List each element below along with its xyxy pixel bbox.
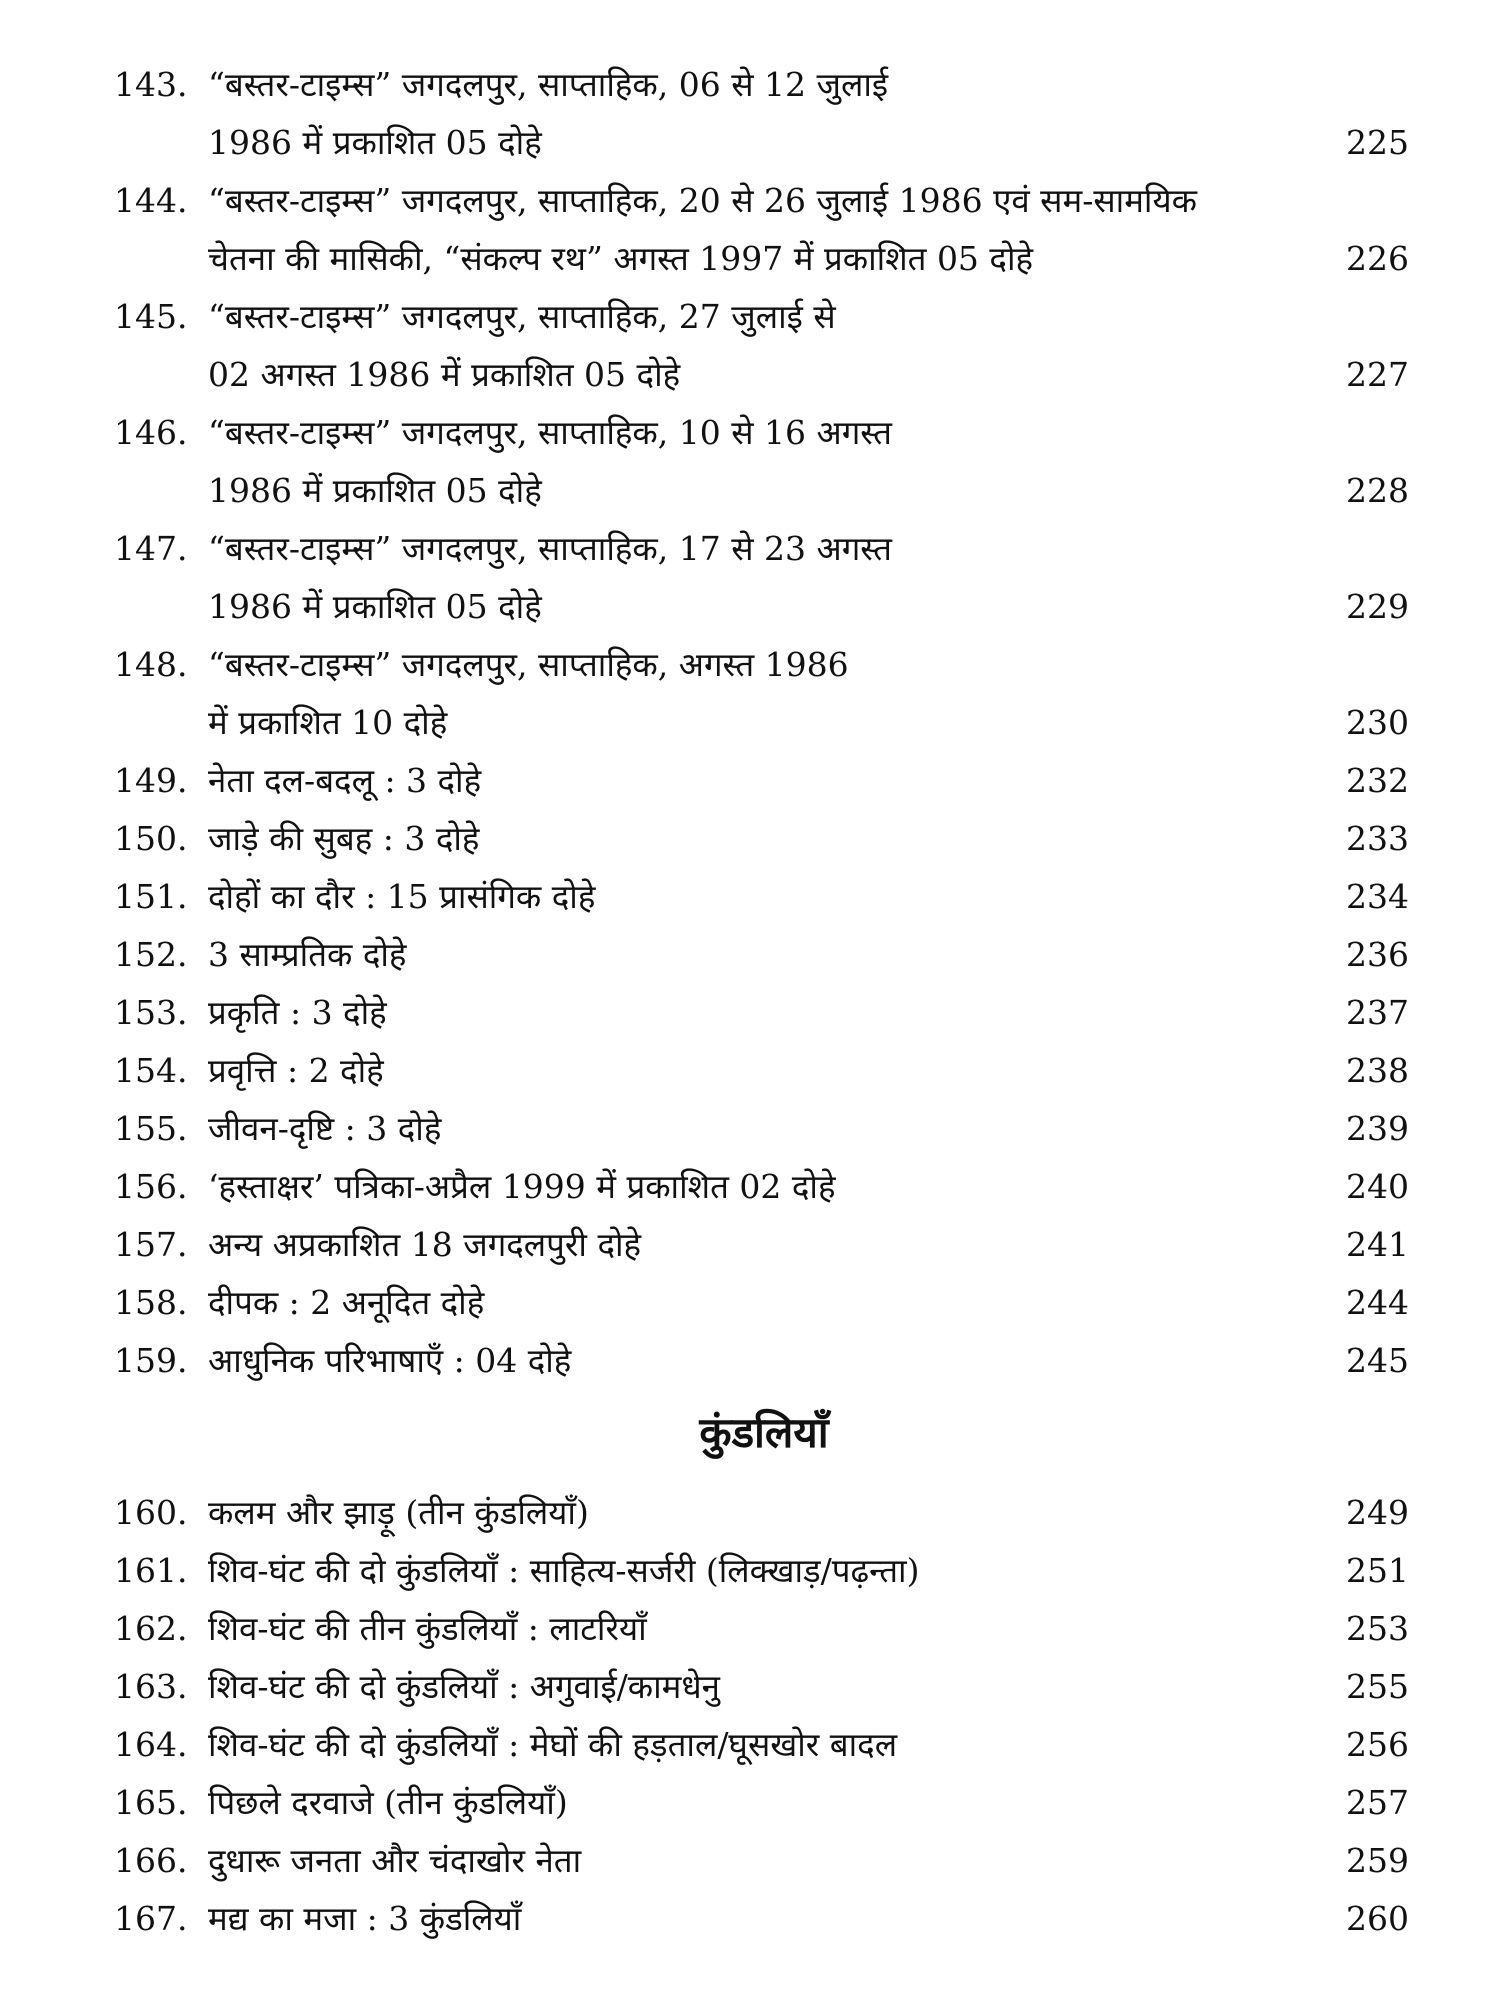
entry-page-number: 257: [1346, 1783, 1409, 1822]
entry-title-line: शिव-घंट की तीन कुंडलियाँ : लाटरियाँ: [208, 1609, 647, 1648]
entry-page-number: 238: [1346, 1051, 1409, 1090]
entry-title-line: 02 अगस्त 1986 में प्रकाशित 05 दोहे: [208, 355, 681, 394]
toc-entry: [114, 1658, 1414, 1716]
toc-entry: [114, 1274, 1414, 1332]
toc-entry: [114, 1832, 1414, 1890]
entry-number: 159.: [114, 1341, 188, 1380]
entry-title-line: दीपक : 2 अनूदित दोहे: [208, 1283, 485, 1322]
entry-title: [194, 810, 1274, 868]
entry-title-line: कलम और झाड़ू (तीन कुंडलियाँ): [208, 1493, 589, 1532]
entry-title: [194, 172, 1274, 288]
entry-title: [194, 1658, 1274, 1716]
table-of-contents: [114, 56, 1414, 1948]
entry-title-line: 1986 में प्रकाशित 05 दोहे: [208, 587, 542, 626]
entry-page-number: 241: [1346, 1225, 1409, 1264]
entry-number: 158.: [114, 1283, 188, 1322]
toc-entry: [114, 56, 1414, 172]
entry-title-line: “बस्तर-टाइम्स” जगदलपुर, साप्ताहिक, 20 से 26 जुलाई 1986 एवं सम-सामयिक: [208, 181, 1197, 220]
entry-title-line: शिव-घंट की दो कुंडलियाँ : अगुवाई/कामधेनु: [208, 1667, 720, 1706]
entry-title: [194, 1158, 1274, 1216]
entry-title-line: पिछले दरवाजे (तीन कुंडलियाँ): [208, 1783, 568, 1822]
toc-entry: [114, 868, 1414, 926]
entry-page-number: 228: [1346, 471, 1409, 510]
entry-number: 161.: [114, 1551, 188, 1590]
entry-number: 147.: [114, 529, 188, 568]
entry-title: [194, 926, 1274, 984]
entry-title-line: 1986 में प्रकाशित 05 दोहे: [208, 471, 542, 510]
entry-title-line: “बस्तर-टाइम्स” जगदलपुर, साप्ताहिक, 17 से 23 अगस्त: [208, 529, 892, 568]
entry-page-number: 251: [1346, 1551, 1409, 1590]
entry-title-line: अन्य अप्रकाशित 18 जगदलपुरी दोहे: [208, 1225, 642, 1264]
entry-number: 144.: [114, 181, 188, 220]
toc-entry: [114, 404, 1414, 520]
entry-title-line: 3 साम्प्रतिक दोहे: [208, 935, 407, 974]
toc-entries-kundaliyan: [114, 1484, 1414, 1948]
toc-entry: [114, 1774, 1414, 1832]
entry-number: 151.: [114, 877, 188, 916]
entry-page-number: 255: [1346, 1667, 1409, 1706]
entry-title: [194, 636, 1274, 752]
toc-entry: [114, 172, 1414, 288]
toc-entry: [114, 1890, 1414, 1948]
toc-entry: [114, 1332, 1414, 1390]
entry-title: [194, 1100, 1274, 1158]
entry-title: [194, 288, 1274, 404]
entry-page-number: 225: [1346, 123, 1409, 162]
entry-title: [194, 56, 1274, 172]
entry-title: [194, 404, 1274, 520]
entry-number: 156.: [114, 1167, 188, 1206]
entry-number: 145.: [114, 297, 188, 336]
entry-page-number: 229: [1346, 587, 1409, 626]
entry-title-line: दोहों का दौर : 15 प्रासंगिक दोहे: [208, 877, 596, 916]
entry-number: 157.: [114, 1225, 188, 1264]
entry-page-number: 245: [1346, 1341, 1409, 1380]
entry-title: [194, 1042, 1274, 1100]
entry-title: [194, 868, 1274, 926]
entry-title-line: चेतना की मासिकी, “संकल्प रथ” अगस्त 1997 में प्रकाशित 05 दोहे: [208, 239, 1034, 278]
toc-entry: [114, 636, 1414, 752]
toc-entries-dohe: [114, 56, 1414, 1390]
toc-entry: [114, 1484, 1414, 1542]
entry-title: [194, 1600, 1274, 1658]
entry-title-line: “बस्तर-टाइम्स” जगदलपुर, साप्ताहिक, अगस्त 1986: [208, 645, 849, 684]
entry-number: 143.: [114, 65, 188, 104]
toc-entry: [114, 810, 1414, 868]
entry-title: [194, 520, 1274, 636]
toc-entry: [114, 752, 1414, 810]
entry-page-number: 230: [1346, 703, 1409, 742]
entry-title: [194, 1716, 1274, 1774]
entry-page-number: 232: [1346, 761, 1409, 800]
entry-page-number: 260: [1346, 1899, 1409, 1938]
entry-title-line: “बस्तर-टाइम्स” जगदलपुर, साप्ताहिक, 06 से 12 जुलाई: [208, 65, 889, 104]
entry-title-line: प्रकृति : 3 दोहे: [208, 993, 387, 1032]
entry-page-number: 233: [1346, 819, 1409, 858]
entry-number: 146.: [114, 413, 188, 452]
entry-page-number: 244: [1346, 1283, 1409, 1322]
entry-title-line: “बस्तर-टाइम्स” जगदलपुर, साप्ताहिक, 10 से 16 अगस्त: [208, 413, 892, 452]
entry-number: 148.: [114, 645, 188, 684]
entry-number: 153.: [114, 993, 188, 1032]
entry-title: [194, 1774, 1274, 1832]
entry-page-number: 234: [1346, 877, 1409, 916]
entry-number: 166.: [114, 1841, 188, 1880]
entry-title-line: 1986 में प्रकाशित 05 दोहे: [208, 123, 542, 162]
entry-page-number: 237: [1346, 993, 1409, 1032]
entry-title-line: दुधारू जनता और चंदाखोर नेता: [208, 1841, 582, 1880]
entry-title: [194, 1274, 1274, 1332]
section-heading-kundaliyan: कुंडलियाँ: [699, 1408, 829, 1457]
entry-number: 165.: [114, 1783, 188, 1822]
toc-entry: [114, 1100, 1414, 1158]
entry-page-number: 256: [1346, 1725, 1409, 1764]
entry-number: 150.: [114, 819, 188, 858]
toc-entry: [114, 1716, 1414, 1774]
entry-title: [194, 1484, 1274, 1542]
entry-number: 162.: [114, 1609, 188, 1648]
entry-page-number: 227: [1346, 355, 1409, 394]
toc-entry: [114, 1216, 1414, 1274]
entry-title-line: जीवन-दृष्टि : 3 दोहे: [208, 1109, 442, 1148]
entry-title-line: “बस्तर-टाइम्स” जगदलपुर, साप्ताहिक, 27 जुलाई से: [208, 297, 836, 336]
entry-page-number: 253: [1346, 1609, 1409, 1648]
entry-number: 154.: [114, 1051, 188, 1090]
toc-entry: [114, 1042, 1414, 1100]
entry-page-number: 259: [1346, 1841, 1409, 1880]
entry-title: [194, 1216, 1274, 1274]
entry-title-line: जाड़े की सुबह : 3 दोहे: [208, 819, 480, 858]
entry-page-number: 249: [1346, 1493, 1409, 1532]
entry-number: 164.: [114, 1725, 188, 1764]
entry-number: 152.: [114, 935, 188, 974]
entry-title: [194, 984, 1274, 1042]
entry-number: 149.: [114, 761, 188, 800]
entry-title: [194, 752, 1274, 810]
entry-title: [194, 1832, 1274, 1890]
entry-page-number: 226: [1346, 239, 1409, 278]
toc-entry: [114, 926, 1414, 984]
toc-entry: [114, 1158, 1414, 1216]
entry-title-line: में प्रकाशित 10 दोहे: [208, 703, 448, 742]
entry-title-line: नेता दल-बदलू : 3 दोहे: [208, 761, 482, 800]
entry-title-line: शिव-घंट की दो कुंडलियाँ : साहित्य-सर्जरी (लिक्खाड़/पढ़न्ता): [208, 1551, 920, 1590]
entry-title-line: मद्य का मजा : 3 कुंडलियाँ: [208, 1899, 522, 1938]
entry-title: [194, 1542, 1274, 1600]
entry-title-line: आधुनिक परिभाषाएँ : 04 दोहे: [208, 1341, 572, 1380]
entry-number: 167.: [114, 1899, 188, 1938]
entry-title-line: शिव-घंट की दो कुंडलियाँ : मेघों की हड़ताल/घूसखोर बादल: [208, 1725, 898, 1764]
entry-page-number: 240: [1346, 1167, 1409, 1206]
toc-entry: [114, 520, 1414, 636]
entry-title: [194, 1332, 1274, 1390]
entry-page-number: 236: [1346, 935, 1409, 974]
entry-number: 155.: [114, 1109, 188, 1148]
toc-entry: [114, 984, 1414, 1042]
entry-number: 160.: [114, 1493, 188, 1532]
entry-title-line: प्रवृत्ति : 2 दोहे: [208, 1051, 384, 1090]
entry-number: 163.: [114, 1667, 188, 1706]
toc-entry: [114, 1600, 1414, 1658]
toc-entry: [114, 288, 1414, 404]
entry-title-line: ‘हस्ताक्षर’ पत्रिका-अप्रैल 1999 में प्रकाशित 02 दोहे: [208, 1167, 836, 1206]
entry-page-number: 239: [1346, 1109, 1409, 1148]
toc-entry: [114, 1542, 1414, 1600]
entry-title: [194, 1890, 1274, 1948]
